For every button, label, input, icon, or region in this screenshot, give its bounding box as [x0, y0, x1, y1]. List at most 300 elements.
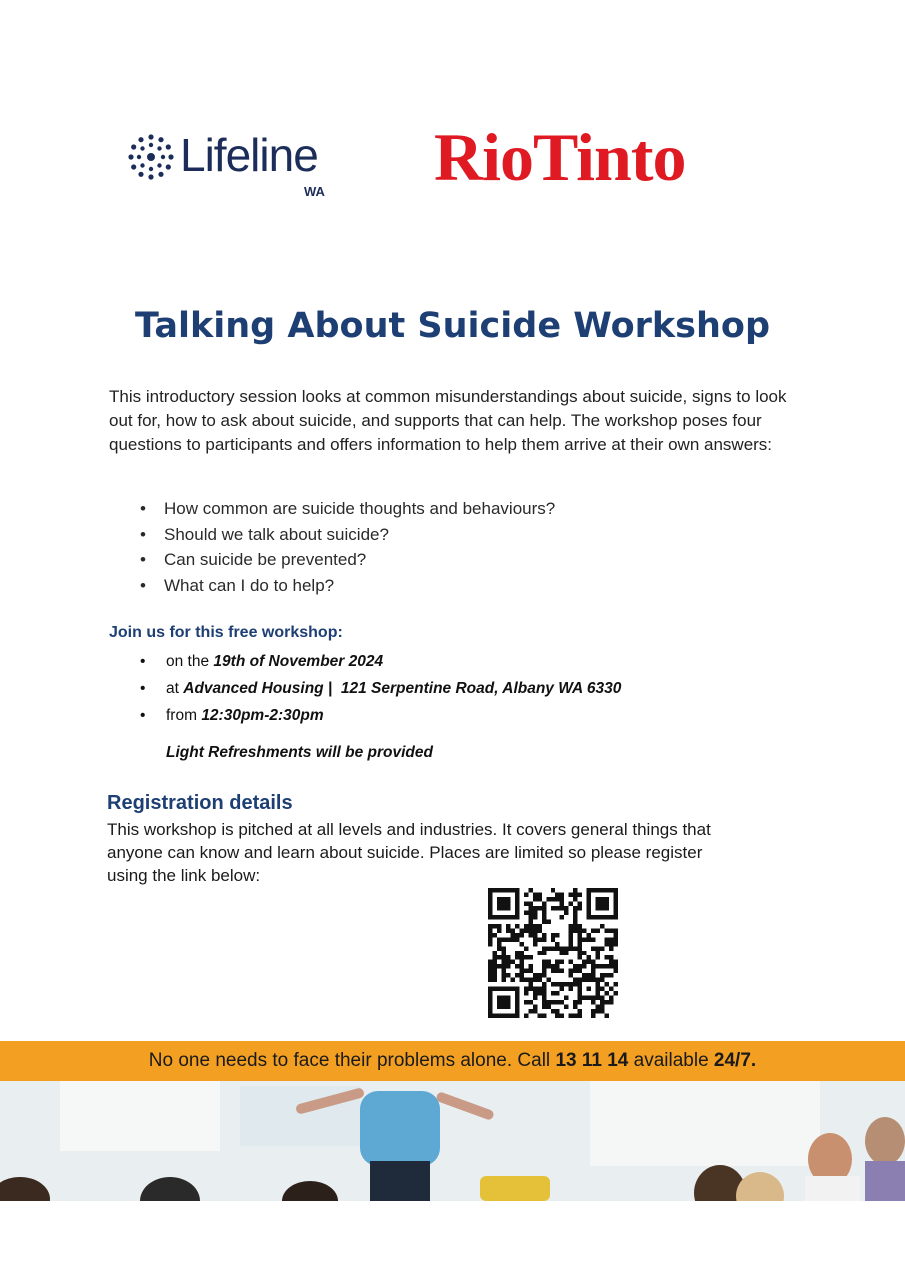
qr-module: [578, 924, 582, 928]
qr-module: [515, 951, 519, 955]
qr-module: [587, 933, 591, 937]
qr-module: [501, 955, 505, 959]
qr-module: [528, 901, 532, 905]
qr-module: [605, 937, 609, 941]
qr-module: [488, 960, 492, 964]
list-item: • How common are suicide thoughts and behaviours?: [140, 496, 555, 522]
qr-module: [506, 973, 510, 977]
qr-module: [515, 937, 519, 941]
qr-module: [542, 996, 546, 1000]
registration-text: This workshop is pitched at all levels and industries. It covers general things that anyone can know and learn about suicide. Places are limited so please register using the link below:: [107, 820, 711, 885]
qr-module: [492, 924, 496, 928]
qr-module: [555, 897, 559, 901]
qr-module: [537, 978, 541, 982]
qr-module: [519, 964, 523, 968]
qr-module: [555, 906, 559, 910]
qr-module: [609, 946, 613, 950]
qr-module: [573, 978, 577, 982]
helpline-phone: 13 11 14: [555, 1050, 629, 1071]
qr-module: [609, 964, 613, 968]
qr-module: [573, 1000, 577, 1004]
event-date: 19th of November 2024: [213, 653, 384, 670]
qr-module: [555, 960, 559, 964]
qr-module: [524, 991, 528, 995]
qr-module: [542, 915, 546, 919]
qr-module: [614, 942, 618, 946]
qr-module: [609, 928, 613, 932]
qr-module: [546, 978, 550, 982]
qr-module: [524, 1000, 528, 1004]
event-location: Advanced Housing | 121 Serpentine Road, Albany WA 6330: [183, 680, 622, 697]
qr-module: [560, 951, 564, 955]
qr-module: [519, 973, 523, 977]
details-list: [140, 648, 621, 729]
qr-module: [564, 906, 568, 910]
qr-module: [564, 951, 568, 955]
qr-module: [596, 1009, 600, 1013]
qr-module: [600, 1005, 604, 1009]
qr-module: [542, 1000, 546, 1004]
qr-module: [551, 964, 555, 968]
qr-module: [524, 928, 528, 932]
workshop-photo-illustration: [0, 1081, 905, 1201]
qr-module: [506, 924, 510, 928]
qr-module: [578, 946, 582, 950]
qr-module: [564, 982, 568, 986]
qr-module: [573, 915, 577, 919]
qr-module: [488, 964, 492, 968]
qr-module: [528, 924, 532, 928]
qr-module: [519, 969, 523, 973]
qr-module: [578, 969, 582, 973]
qr-module: [542, 964, 546, 968]
qr-module: [528, 969, 532, 973]
qr-module: [488, 924, 492, 928]
qr-module: [573, 924, 577, 928]
qr-module: [546, 919, 550, 923]
date-prefix: on the: [166, 653, 210, 670]
qr-module: [533, 973, 537, 977]
qr-module: [488, 933, 492, 937]
qr-module: [578, 928, 582, 932]
qr-module: [596, 964, 600, 968]
qr-module: [600, 1009, 604, 1013]
qr-module: [600, 973, 604, 977]
qr-module: [528, 1009, 532, 1013]
qr-module: [573, 888, 577, 892]
qr-module: [573, 892, 577, 896]
qr-module: [533, 924, 537, 928]
qr-module: [528, 910, 532, 914]
qr-module: [569, 973, 573, 977]
qr-module: [546, 1005, 550, 1009]
qr-module: [605, 1000, 609, 1004]
qr-module: [573, 964, 577, 968]
qr-module: [591, 946, 595, 950]
qr-module: [537, 991, 541, 995]
qr-module: [537, 973, 541, 977]
qr-module: [519, 951, 523, 955]
qr-module: [578, 942, 582, 946]
qr-module: [605, 991, 609, 995]
qr-module: [614, 928, 618, 932]
qr-module: [560, 969, 564, 973]
qr-module: [492, 951, 496, 955]
qr-module: [582, 973, 586, 977]
qr-module: [560, 897, 564, 901]
qr-module: [609, 973, 613, 977]
qr-module: [551, 937, 555, 941]
qr-module: [573, 906, 577, 910]
qr-module: [555, 1000, 559, 1004]
qr-module: [546, 960, 550, 964]
qr-module: [587, 973, 591, 977]
qr-module: [569, 987, 573, 991]
qr-module: [582, 928, 586, 932]
time-item: [140, 702, 621, 729]
qr-module: [555, 946, 559, 950]
qr-module: [560, 901, 564, 905]
qr-module: [596, 955, 600, 959]
helpline-availability: 24/7.: [713, 1050, 757, 1071]
qr-module: [524, 910, 528, 914]
qr-module: [501, 951, 505, 955]
qr-module: [573, 982, 577, 986]
list-item: • Can suicide be prevented?: [140, 547, 555, 573]
qr-module: [537, 1014, 541, 1018]
qr-module: [591, 960, 595, 964]
qr-module: [605, 1014, 609, 1018]
qr-module: [587, 960, 591, 964]
qr-module: [533, 996, 537, 1000]
qr-module: [569, 969, 573, 973]
qr-module: [488, 937, 492, 941]
lifeline-region: WA: [304, 184, 325, 199]
qr-module: [492, 964, 496, 968]
qr-module: [488, 928, 492, 932]
qr-module: [519, 960, 523, 964]
qr-module: [573, 910, 577, 914]
qr-module: [578, 933, 582, 937]
qr-module: [506, 955, 510, 959]
qr-module: [587, 937, 591, 941]
qr-module: [573, 1005, 577, 1009]
location-prefix: at: [166, 680, 179, 697]
qr-module: [605, 964, 609, 968]
qr-module: [501, 973, 505, 977]
qr-module: [578, 955, 582, 959]
qr-module: [528, 919, 532, 923]
qr-module: [533, 1009, 537, 1013]
qr-module: [582, 960, 586, 964]
qr-module: [600, 987, 604, 991]
qr-module: [609, 960, 613, 964]
qr-module: [542, 987, 546, 991]
page-title: Talking About Suicide Workshop: [134, 306, 771, 346]
qr-module: [560, 1000, 564, 1004]
qr-module: [591, 928, 595, 932]
riotinto-logo: RioTinto: [434, 119, 686, 195]
qr-module: [537, 906, 541, 910]
qr-module: [515, 955, 519, 959]
qr-module: [573, 919, 577, 923]
qr-module: [524, 946, 528, 950]
qr-module: [528, 964, 532, 968]
qr-module: [528, 915, 532, 919]
qr-module: [609, 987, 613, 991]
qr-module: [591, 973, 595, 977]
qr-module: [569, 928, 573, 932]
qr-module: [614, 964, 618, 968]
qr-module: [542, 937, 546, 941]
qr-module: [524, 987, 528, 991]
qr-module: [492, 933, 496, 937]
qr-module: [596, 946, 600, 950]
qr-module: [533, 910, 537, 914]
qr-module: [519, 942, 523, 946]
qr-module: [497, 955, 501, 959]
qr-module: [524, 978, 528, 982]
workshop-photo: [0, 1081, 905, 1201]
qr-module: [537, 892, 541, 896]
qr-module: [596, 928, 600, 932]
qr-module: [560, 960, 564, 964]
qr-module: [506, 960, 510, 964]
qr-module: [492, 969, 496, 973]
qr-module: [524, 924, 528, 928]
refreshments-note: Light Refreshments will be provided: [166, 744, 433, 761]
qr-module: [506, 928, 510, 932]
qr-module: [578, 901, 582, 905]
qr-module: [609, 996, 613, 1000]
qr-module: [555, 1014, 559, 1018]
qr-module: [578, 892, 582, 896]
qr-module: [497, 937, 501, 941]
qr-module: [515, 973, 519, 977]
qr-module: [551, 946, 555, 950]
qr-module: [542, 951, 546, 955]
qr-module: [555, 933, 559, 937]
qr-module: [551, 906, 555, 910]
qr-module: [524, 901, 528, 905]
qr-module: [524, 955, 528, 959]
qr-module: [533, 1005, 537, 1009]
banner-text: No one needs to face their problems alone. Call: [148, 1050, 551, 1071]
questions-list: [140, 496, 555, 598]
qr-module: [560, 1014, 564, 1018]
qr-module: [524, 892, 528, 896]
qr-module: [569, 946, 573, 950]
qr-module: [546, 946, 550, 950]
lifeline-logo: [128, 128, 353, 208]
qr-module: [591, 969, 595, 973]
qr-module: [573, 946, 577, 950]
list-item: • Should we talk about suicide?: [140, 522, 555, 548]
qr-module: [555, 892, 559, 896]
qr-module: [533, 892, 537, 896]
qr-module: [578, 964, 582, 968]
qr-module: [519, 978, 523, 982]
qr-module: [537, 924, 541, 928]
qr-module: [497, 942, 501, 946]
qr-module: [591, 1014, 595, 1018]
qr-module: [569, 982, 573, 986]
qr-module: [542, 910, 546, 914]
qr-module: [596, 1005, 600, 1009]
qr-module: [542, 969, 546, 973]
qr-module: [501, 937, 505, 941]
qr-module: [515, 933, 519, 937]
qr-module: [488, 978, 492, 982]
qr-module: [600, 946, 604, 950]
registration-heading: Registration details: [107, 792, 293, 814]
qr-module: [492, 973, 496, 977]
qr-module: [515, 964, 519, 968]
qr-module: [510, 937, 514, 941]
qr-module: [492, 978, 496, 982]
qr-module: [542, 946, 546, 950]
registration-qr-code[interactable]: [488, 888, 618, 1018]
qr-module: [497, 897, 510, 910]
qr-module: [569, 892, 573, 896]
qr-module: [537, 951, 541, 955]
qr-module: [560, 982, 564, 986]
qr-module: [582, 964, 586, 968]
qr-module: [614, 969, 618, 973]
qr-module: [578, 1000, 582, 1004]
qr-module: [591, 937, 595, 941]
qr-module: [542, 919, 546, 923]
qr-module: [537, 987, 541, 991]
lifeline-dots-icon: [128, 134, 174, 180]
qr-module: [501, 946, 505, 950]
qr-module: [605, 982, 609, 986]
qr-module: [573, 928, 577, 932]
qr-module: [569, 937, 573, 941]
qr-module: [542, 1014, 546, 1018]
qr-module: [519, 928, 523, 932]
qr-module: [609, 937, 613, 941]
qr-module: [569, 933, 573, 937]
qr-module: [497, 928, 501, 932]
qr-module: [591, 1000, 595, 1004]
qr-module: [569, 960, 573, 964]
qr-module: [528, 928, 532, 932]
qr-module: [609, 1000, 613, 1004]
qr-module: [537, 928, 541, 932]
qr-module: [533, 978, 537, 982]
qr-module: [506, 937, 510, 941]
qr-module: [497, 964, 501, 968]
qr-module: [488, 942, 492, 946]
qr-module: [555, 942, 559, 946]
qr-module: [528, 933, 532, 937]
qr-module: [564, 996, 568, 1000]
qr-module: [528, 1000, 532, 1004]
qr-module: [551, 1000, 555, 1004]
qr-module: [564, 1005, 568, 1009]
qr-module: [551, 1009, 555, 1013]
qr-module: [510, 960, 514, 964]
qr-module: [587, 987, 591, 991]
qr-module: [578, 1014, 582, 1018]
qr-module: [605, 955, 609, 959]
qr-module: [578, 937, 582, 941]
qr-module: [533, 937, 537, 941]
helpline-banner: [0, 1041, 905, 1081]
qr-module: [609, 942, 613, 946]
qr-module: [510, 978, 514, 982]
qr-module: [591, 1009, 595, 1013]
qr-module: [533, 897, 537, 901]
qr-module: [605, 928, 609, 932]
qr-module: [614, 937, 618, 941]
qr-module: [560, 906, 564, 910]
qr-module: [488, 973, 492, 977]
list-item: • What can I do to help?: [140, 573, 555, 599]
time-prefix: from: [166, 707, 197, 724]
event-time: 12:30pm-2:30pm: [201, 707, 324, 724]
qr-module: [542, 973, 546, 977]
qr-module: [537, 937, 541, 941]
qr-module: [564, 946, 568, 950]
qr-module: [555, 991, 559, 995]
qr-module: [528, 888, 532, 892]
qr-module: [578, 1009, 582, 1013]
qr-module: [533, 991, 537, 995]
qr-module: [528, 906, 532, 910]
qr-module: [605, 942, 609, 946]
qr-module: [546, 897, 550, 901]
qr-module: [582, 951, 586, 955]
qr-module: [596, 951, 600, 955]
qr-module: [497, 946, 501, 950]
location-item: [140, 675, 621, 702]
qr-module: [551, 969, 555, 973]
qr-module: [501, 969, 505, 973]
qr-module: [533, 928, 537, 932]
qr-module: [533, 906, 537, 910]
qr-module: [560, 987, 564, 991]
qr-module: [600, 924, 604, 928]
qr-module: [560, 915, 564, 919]
qr-module: [578, 951, 582, 955]
qr-module: [501, 964, 505, 968]
qr-module: [551, 933, 555, 937]
qr-module: [614, 960, 618, 964]
qr-module: [542, 933, 546, 937]
qr-module: [591, 964, 595, 968]
qr-module: [528, 987, 532, 991]
qr-module: [546, 1000, 550, 1004]
qr-module: [560, 892, 564, 896]
intro-paragraph: This introductory session looks at common misunderstandings about suicide, signs to look out for, how to ask about suicide, and supports that can help. The workshop poses four questions to participants and offers information to help them arrive at their own answers:: [109, 387, 787, 454]
qr-module: [533, 915, 537, 919]
qr-module: [587, 955, 591, 959]
qr-module: [555, 1009, 559, 1013]
qr-module: [600, 996, 604, 1000]
qr-module: [519, 955, 523, 959]
qr-module: [600, 964, 604, 968]
qr-module: [551, 982, 555, 986]
qr-module: [551, 991, 555, 995]
qr-module: [569, 942, 573, 946]
qr-module: [555, 964, 559, 968]
qr-module: [528, 982, 532, 986]
qr-module: [497, 996, 510, 1009]
join-heading: Join us for this free workshop:: [109, 624, 343, 641]
qr-module: [492, 960, 496, 964]
